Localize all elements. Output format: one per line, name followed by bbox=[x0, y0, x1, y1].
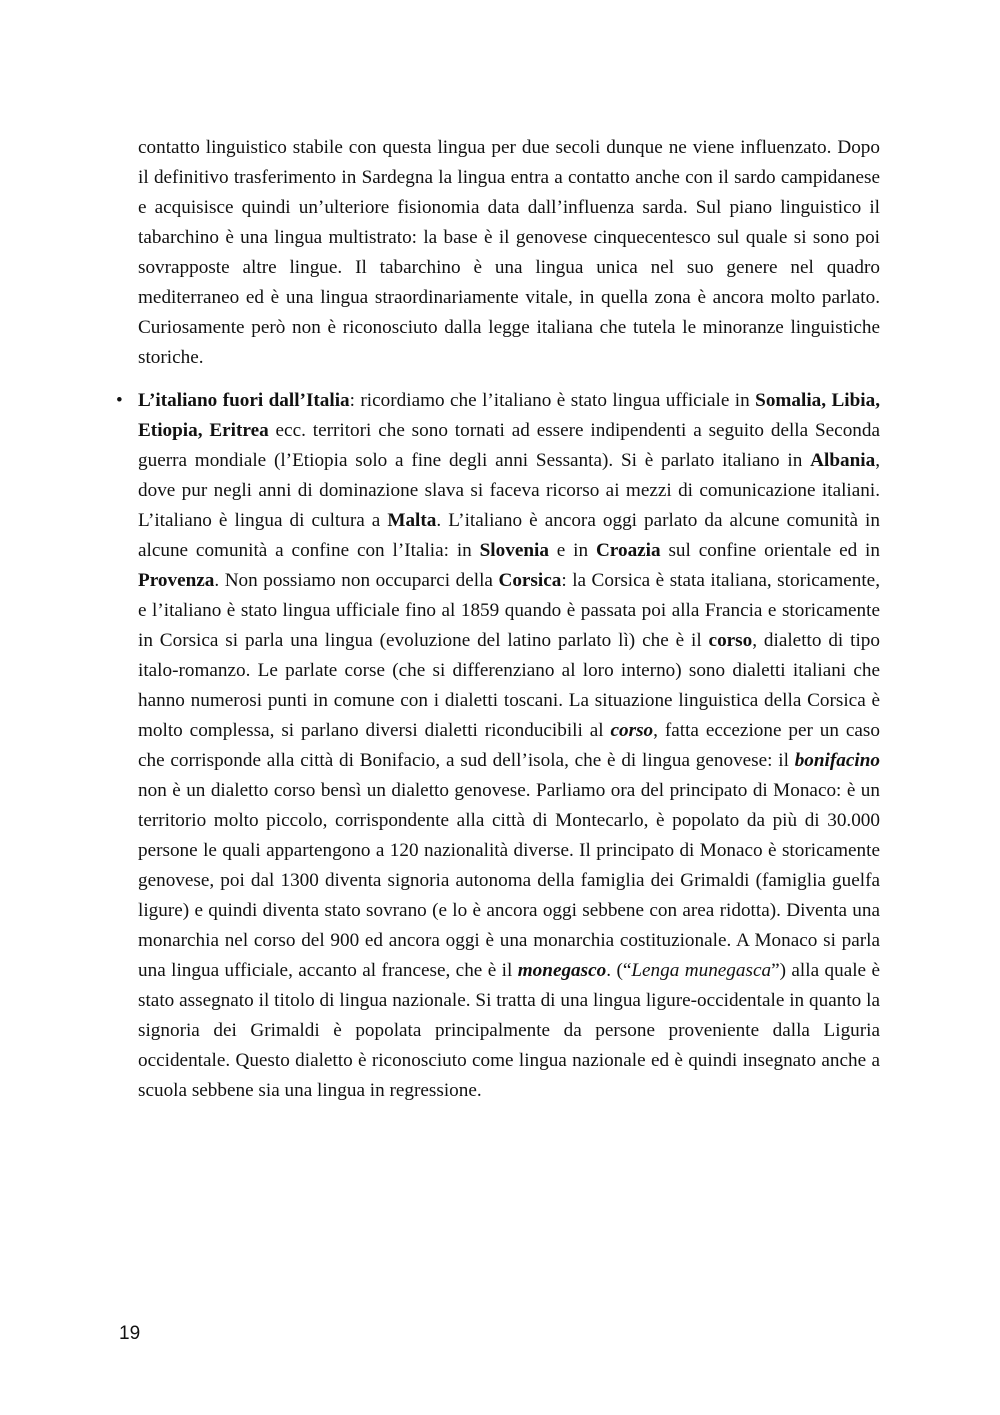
paragraph-tabarchino: contatto linguistico stabile con questa lingua per due secoli dunque ne viene influenzato. Dopo il definitivo trasferimento in Sardegna la lingua entra a contatto anche con il sardo campidanese e acquisisce quindi un’ulteriore fisionomia data dall’influenza sarda. Sul piano linguistico il tabarchino è una lingua multistrato: la base è il genovese cinquecentesco sul quale si sono poi sovrapposte altre lingue. Il tabarchino è una lingua unica nel suo genere nel quadro mediterraneo ed è una lingua straordinariamente vitale, in quella zona è ancora molto parlato. Curiosamente però non è riconosciuto dalla legge italiana che tutela le minoranze linguistiche storiche. bbox=[138, 137, 880, 368]
text-run bbox=[518, 960, 606, 981]
page-number: 19 bbox=[119, 1323, 141, 1344]
text-run: ecc. territori che sono tornati ad essere indipendenti a seguito della Seconda guerra mondiale (l’Etiopia solo a fine degli anni Sessanta). Si è parlato italiano in bbox=[138, 420, 880, 471]
text-run: . (“ bbox=[606, 960, 632, 981]
bullet-marker: • bbox=[116, 390, 123, 411]
text-run: corso bbox=[610, 720, 654, 741]
text-run: Albania bbox=[810, 450, 876, 471]
text-run: monegasco bbox=[517, 960, 607, 981]
text-run: bonifacino bbox=[794, 750, 880, 771]
text-run: Somalia, Libia, Etiopia, Eritrea bbox=[138, 390, 881, 441]
text-run: Slovenia bbox=[479, 540, 549, 561]
text-run: Provenza bbox=[138, 570, 215, 591]
text-run: : ricordiamo che l’italiano è stato lingua ufficiale in bbox=[349, 390, 756, 411]
text-run: ”) alla quale è stato assegnato il titolo di lingua nazionale. Si tratta di una lingua ligure-occidentale in quanto la signoria dei Grimaldi è popolata principalmente da persone proveniente dalla Liguria occidentale. Questo dialetto è riconosciuto come lingua nazionale ed è quindi insegnato anche a scuola sebbene sia una lingua in regressione. bbox=[138, 960, 881, 1101]
text-run: . L’italiano è ancora oggi parlato da alcune comunità in alcune comunità a confine con l’Italia: in bbox=[138, 510, 880, 561]
text-run: sul confine orientale ed in bbox=[660, 540, 880, 561]
text-run: e in bbox=[548, 540, 596, 561]
text-run: corso bbox=[708, 630, 753, 651]
text-run: , dove pur negli anni di dominazione slava si faceva ricorso ai mezzi di comunicazione italiani. L’italiano è lingua di cultura a bbox=[138, 450, 880, 531]
text-run: non è un dialetto corso bensì un dialetto genovese. Parliamo ora del principato di Monaco: è un territorio molto piccolo, corrispondente alla città di Montecarlo, è popolato da più di 30.000 persone le quali appartengono a 120 nazionalità diverse. Il principato di Monaco è storicamente genovese, poi dal 1300 diventa signoria autonoma della famiglia dei Grimaldi (famiglia guelfa ligure) e quindi diventa stato sovrano (e lo è ancora oggi sebbene con area ridotta). Diventa una monarchia nel corso del 900 ed ancora oggi è una monarchia costituzionale. A Monaco si parla una lingua ufficiale, accanto al francese, che è il bbox=[138, 780, 880, 981]
paragraph-italiano-fuori-italia bbox=[138, 386, 880, 1106]
text-run: Croazia bbox=[595, 540, 661, 561]
text-run: , dialetto di tipo italo-romanzo. Le parlate corse (che si differenziano al loro interno) sono dialetti italiani che hanno numerosi punti in comune con i dialetti toscani. La situazione linguistica della Corsica è molto complessa, si parlano diversi dialetti riconducibili al bbox=[138, 630, 880, 741]
text-run: : la Corsica è stata italiana, storicamente, e l’italiano è stato lingua ufficiale fino al 1859 quando è passata poi alla Francia e storicamente in Corsica si parla una lingua (evoluzione del latino parlato lì) che è il bbox=[138, 570, 880, 651]
text-run: Lenga munegasca bbox=[631, 960, 772, 981]
text-run: , fatta eccezione per un caso che corrisponde alla città di Bonifacio, a sud dell’isola, che è di lingua genovese: il bbox=[138, 720, 880, 771]
text-run bbox=[795, 750, 880, 771]
text-run: . Non possiamo non occuparci della bbox=[214, 570, 499, 591]
text-run bbox=[611, 720, 654, 741]
text-run: Malta bbox=[387, 510, 437, 531]
text-run: Corsica bbox=[498, 570, 562, 591]
text-run: L’italiano fuori dall’Italia bbox=[138, 390, 350, 411]
